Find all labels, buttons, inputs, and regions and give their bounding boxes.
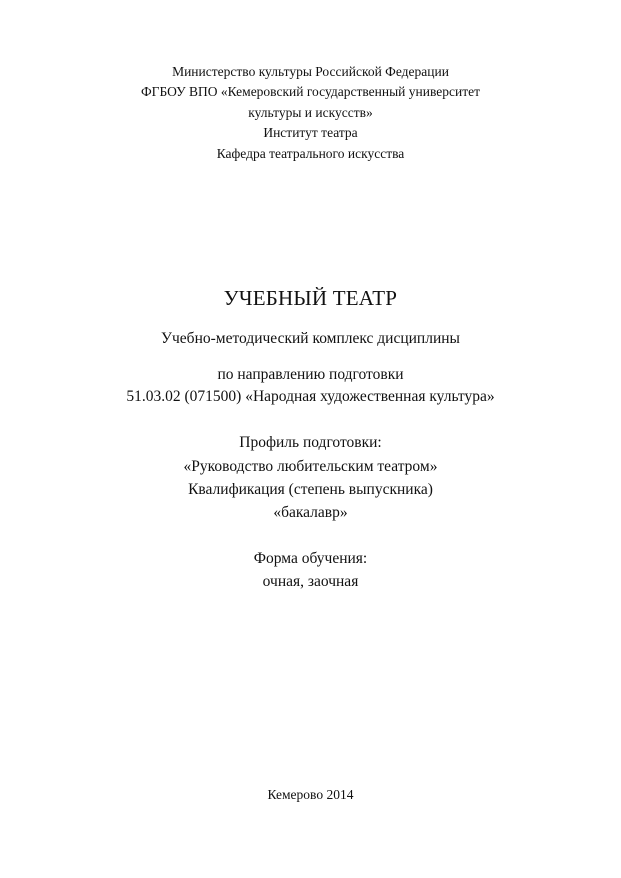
institute-line: Институт театра: [263, 125, 358, 140]
study-form-label: Форма обучения:: [253, 550, 368, 567]
document-subtitle: Учебно-методический комплекс дисциплины: [161, 330, 460, 347]
university-line-1: ФГБОУ ВПО «Кемеровский государственный университет: [140, 84, 481, 99]
profile-label: Профиль подготовки:: [239, 434, 382, 451]
ministry-line: Министерство культуры Российской Федерации: [172, 64, 449, 79]
direction-label: по направлению подготовки: [217, 366, 404, 383]
city-year: Кемерово 2014: [267, 787, 354, 802]
department-line: Кафедра театрального искусства: [216, 146, 405, 161]
qualification-label: Квалификация (степень выпускника): [188, 481, 433, 498]
qualification-value: «бакалавр»: [273, 504, 348, 521]
profile-value: «Руководство любительским театром»: [183, 458, 438, 475]
university-line-2: культуры и искусств»: [248, 105, 373, 120]
study-form-value: очная, заочная: [262, 573, 359, 590]
direction-value: 51.03.02 (071500) «Народная художественная культура»: [126, 388, 495, 405]
document-title: УЧЕБНЫЙ ТЕАТР: [223, 286, 398, 310]
